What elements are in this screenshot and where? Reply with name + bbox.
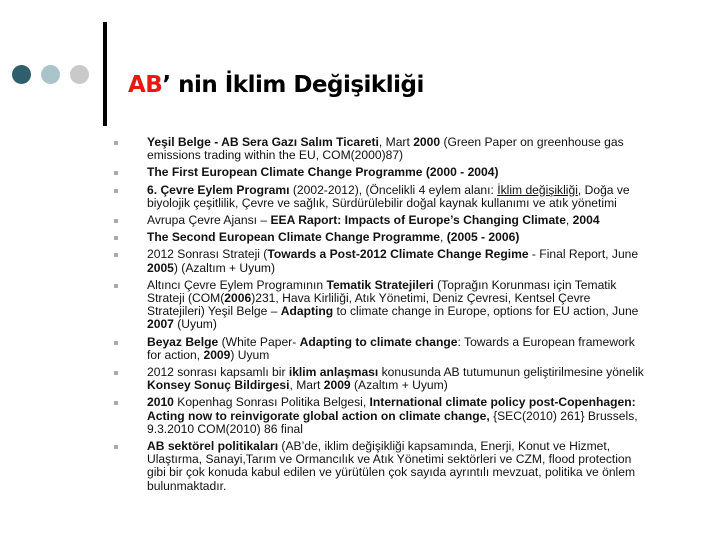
- bullet-item: [112, 231, 648, 244]
- bullet-item: [112, 214, 648, 227]
- bullet-text-bold: AB sektörel politikaları: [147, 439, 279, 454]
- bullet-item: [112, 248, 648, 274]
- bullet-text-bold: 2009: [203, 347, 231, 362]
- bullet-text-bold: Adapting: [280, 304, 334, 319]
- bullet-text: Avrupa Çevre Ajansı –: [147, 213, 271, 228]
- bullet-text-bold: 2007: [147, 317, 174, 332]
- bullet-text-underlined: İklim değişikliği: [497, 182, 578, 197]
- bullet-text-bold: 2009: [323, 378, 351, 393]
- bullet-text-bold: Towards a Post-2012 Climate Change Regime: [267, 247, 529, 262]
- bullet-text: - Final Report, June: [528, 247, 639, 262]
- bullet-text-bold: Beyaz Belge: [147, 334, 219, 349]
- title-prefix: AB: [128, 72, 163, 98]
- bullet-item: [112, 166, 648, 179]
- bullet-text: (Azaltım + Uyum): [350, 378, 448, 393]
- bullet-text: 2012 sonrası kapsamlı bir: [147, 365, 289, 380]
- bullet-item: [112, 440, 648, 493]
- bullet-text: , Mart: [378, 135, 414, 149]
- bullet-text-bold: iklim anlaşması: [288, 365, 379, 380]
- bullet-text-bold: 2000: [413, 135, 441, 149]
- bullet-text: )231, Hava Kirliliği, Atık Yönetimi, Deniz Çevresi, Kentsel Çevre Stratejileri) Yeşil Belge –: [147, 291, 591, 319]
- bullet-text: Kopenhag Sonrası Politika Belgesi,: [173, 395, 370, 410]
- bullet-text-bold: 2005: [147, 260, 174, 275]
- bullet-text-bold: Konsey Sonuç Bildirgesi: [147, 378, 290, 393]
- bullet-text: (Green Paper on greenhouse gas emissions trading within the EU, COM(2000)87): [147, 135, 624, 163]
- bullet-text: 2012 Sonrası Strateji (: [147, 247, 268, 262]
- bullet-text-bold: Yeşil Belge - AB Sera Gazı Salım Ticareti: [147, 135, 379, 149]
- page-title: [128, 72, 424, 98]
- bullet-text-bold: 2010: [147, 395, 174, 410]
- bullet-text-bold: 6. Çevre Eylem Programı: [147, 182, 290, 197]
- bullet-item: [112, 184, 648, 210]
- bullet-text: ) Uyum: [230, 347, 270, 362]
- bullet-text: (2002-2012), (Öncelikli 4 eylem alanı:: [289, 182, 498, 197]
- bullet-item: [112, 336, 648, 362]
- bullet-text-bold: Tematik Stratejileri: [326, 277, 434, 292]
- bullet-item: [112, 396, 648, 436]
- bullet-text-bold: (2005 - 2006): [446, 230, 520, 245]
- bullet-text-bold: Adapting to climate change: [299, 334, 458, 349]
- bullet-item: [112, 136, 648, 162]
- dot-gray: [70, 65, 89, 84]
- bullet-text: Altıncı Çevre Eylem Programının: [147, 277, 327, 292]
- bullet-text: (AB’de, iklim değişikliği kapsamında, Enerji, Konut ve Hizmet, Ulaştırma, Sanayi,Tarım ve Ormancılık ve Atık Yönetimi sektörleri ve CZM, flood protection gibi bir çok konuda kabul edilen ve yürütülen çok sayıda ayrıntılı mevzuat, politika ve önlem bulunmaktadır.: [147, 439, 636, 493]
- bullet-text: konusunda AB tutumunun geliştirilmesine yönelik: [378, 365, 644, 380]
- bullet-text-bold: International climate policy post-Copenhagen: Acting now to reinvigorate global action on climate change,: [147, 395, 636, 423]
- bullet-text: (White Paper-: [218, 334, 300, 349]
- bullet-text: , Doğa ve biyolojik çeşitlilik, Çevre ve sağlık, Sürdürülebilir doğal kaynak kullanımı ve atık yönetimi: [147, 182, 630, 210]
- dot-light: [41, 65, 60, 84]
- dot-dark: [12, 65, 31, 84]
- bullet-text: : Towards a European framework for action,: [147, 334, 635, 362]
- bullet-text: ,: [565, 213, 573, 228]
- bullet-text-bold: The First European Climate Change Programme (2000 - 2004): [147, 165, 499, 180]
- bullet-text-bold: EEA Raport: Impacts of Europe’s Changing Climate: [270, 213, 566, 228]
- bullet-text: ,: [440, 230, 447, 245]
- title-divider-line: [103, 22, 107, 126]
- bullet-text: ) (Azaltım + Uyum): [173, 260, 276, 275]
- bullet-text: {SEC(2010) 261} Brussels, 9.3.2010 COM(2010) 86 final: [147, 408, 638, 436]
- bullet-item: [112, 279, 648, 332]
- bullet-text-bold: 2006: [224, 291, 252, 306]
- bullet-text: (Uyum): [173, 317, 217, 332]
- bullet-list: [112, 136, 648, 497]
- bullet-text-bold: 2004: [572, 213, 600, 228]
- bullet-text: , Mart: [289, 378, 324, 393]
- bullet-text: (Toprağın Korunması için Tematik Strateji (COM(: [147, 277, 617, 306]
- bullet-item: [112, 366, 648, 392]
- bullet-text: to climate change in Europe, options for EU action, June: [333, 304, 639, 319]
- bullet-text-bold: The Second European Climate Change Programme: [147, 230, 441, 245]
- title-suffix: ’ nin İklim Değişikliği: [162, 72, 424, 98]
